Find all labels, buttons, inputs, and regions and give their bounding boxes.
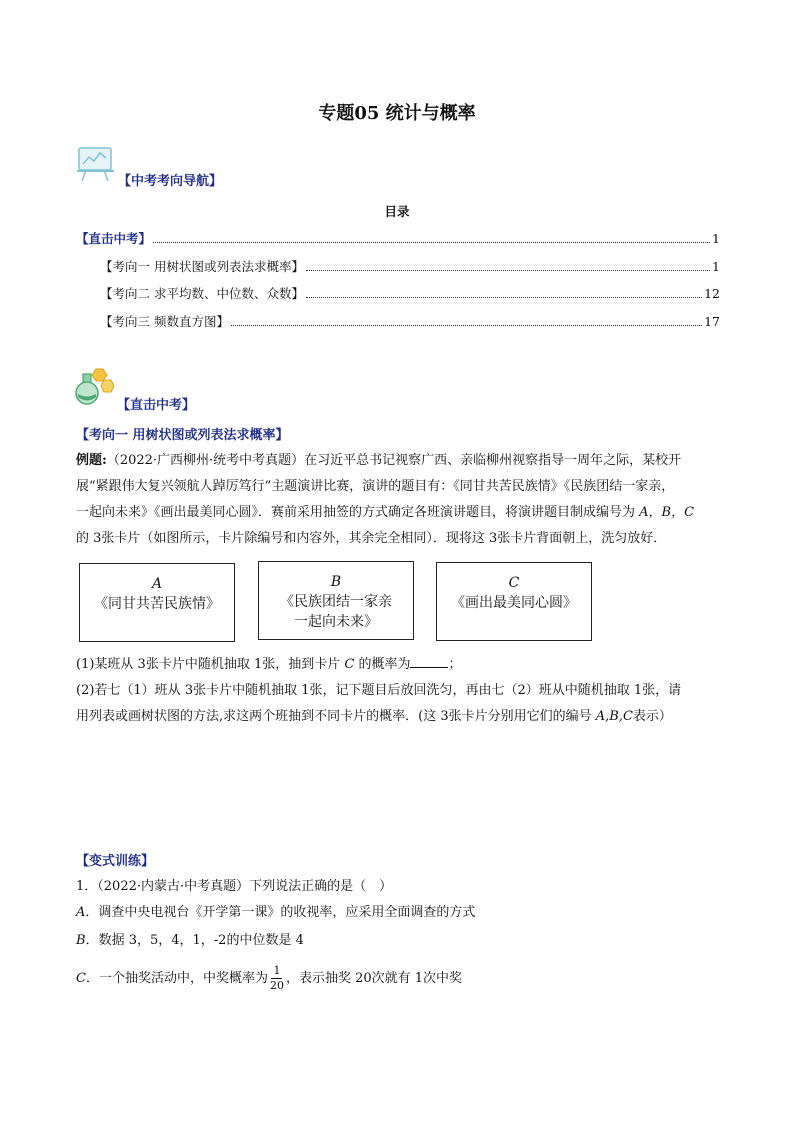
card-variables: A,B,C [595,709,633,724]
toc-row[interactable] [100,312,720,330]
option-letter: C [76,971,86,986]
card-b [258,561,414,640]
option-b[interactable] [76,928,726,954]
toc-page: 12 [704,286,720,301]
option-c[interactable] [76,964,726,993]
question-1-tail: 的概率为 [358,657,411,672]
practice-question [76,874,726,993]
flask-hexagon-icon [74,366,114,406]
nav-heading: 【中考考向导航】 [118,174,223,189]
questions [76,652,726,730]
option-text: ．一个抽奖活动中，中奖概率为 [85,971,268,986]
card-key: A [151,576,163,592]
sub-heading: 【考向一 用树状图或列表法求概率】 [76,428,289,443]
example-text [76,448,726,552]
section-heading: 【直击中考】 [117,398,196,413]
card-text: 《同甘共苦民族情》 [94,596,220,612]
toc-heading: 目录 [384,204,410,219]
practice-prompt: 1．（2022·内蒙古·中考真题）下列说法正确的是（ ） [76,879,393,894]
toc-page: 1 [712,259,720,274]
toc-leader [231,316,702,326]
card-variables: A，B，C [639,505,695,520]
presentation-board-icon [76,144,116,184]
fraction-numerator: 1 [273,964,281,977]
toc-row[interactable] [100,284,720,302]
toc-leader [306,261,710,271]
toc-row[interactable] [76,229,720,247]
toc-page: 17 [704,314,720,329]
option-text: ．数据 3，5，4，1，-2的中位数是 4 [85,933,304,948]
toc-label: 【考向一 用树状图或列表法求概率】 [100,259,304,274]
fraction-denominator: 20 [269,979,284,992]
option-letter: B [76,933,86,948]
fraction [270,964,284,993]
example-line: 的 3张卡片（如图所示，卡片除编号和内容外，其余完全相同）．现将这 3张卡片背面朝上，洗匀放好． [76,531,667,546]
card-a [79,563,235,642]
option-a[interactable] [76,900,726,926]
card-text: 一起向未来》 [294,614,378,630]
example-line: （2022·广西柳州·统考中考真题）在习近平总书记视察广西、亲临柳州视察指导一周年之际，某校开 [106,453,682,468]
toc-leader [153,233,710,243]
question-1-end: ； [448,657,462,672]
card-text: 《民族团结一家亲 [280,594,392,610]
question-1: (1)某班从 3张卡片中随机抽取 1张，抽到卡片 [76,657,341,672]
question-2: (2)若七（1）班从 3张卡片中随机抽取 1张，记下题目后放回洗匀，再由七（2）班从中随机抽取 1张，请 [76,683,682,698]
example-line: 展“紧跟伟大复兴领航人踔厉笃行”主题演讲比赛，演讲的题目有：《同甘共苦民族情》《民族团结一家亲， [76,479,675,494]
question-2-line: 用列表或画树状图的方法,求这两个班抽到不同卡片的概率．(这 3张卡片分别用它们的编号 [76,709,592,724]
option-letter: A [76,905,86,920]
card-variable: C [344,657,355,672]
toc-page: 1 [712,231,720,246]
question-2-end: 表示） [632,709,672,724]
toc-label: 【考向三 频数直方图】 [100,314,229,329]
page-title: 专题05 统计与概率 [318,103,476,124]
card-c [436,562,592,641]
toc-label: 【直击中考】 [76,231,152,246]
option-text: ．调查中央电视台《开学第一课》的收视率，应采用全面调查的方式 [85,905,476,920]
practice-heading: 【变式训练】 [76,854,155,869]
toc-leader [306,288,702,298]
option-text: ，表示抽奖 20次就有 1次中奖 [285,971,463,986]
toc-row[interactable] [100,257,720,275]
card-text: 《画出最美同心圆》 [451,595,577,611]
card-key: B [330,574,342,590]
card-key: C [508,575,520,591]
answer-blank[interactable] [410,654,448,668]
example-line: 一起向未来》《画出最美同心圆》．赛前采用抽签的方式确定各班演讲题目，将演讲题目制成编号为 [76,505,636,520]
toc-label: 【考向二 求平均数、中位数、众数】 [100,286,304,301]
example-label: 例题: [76,453,107,468]
